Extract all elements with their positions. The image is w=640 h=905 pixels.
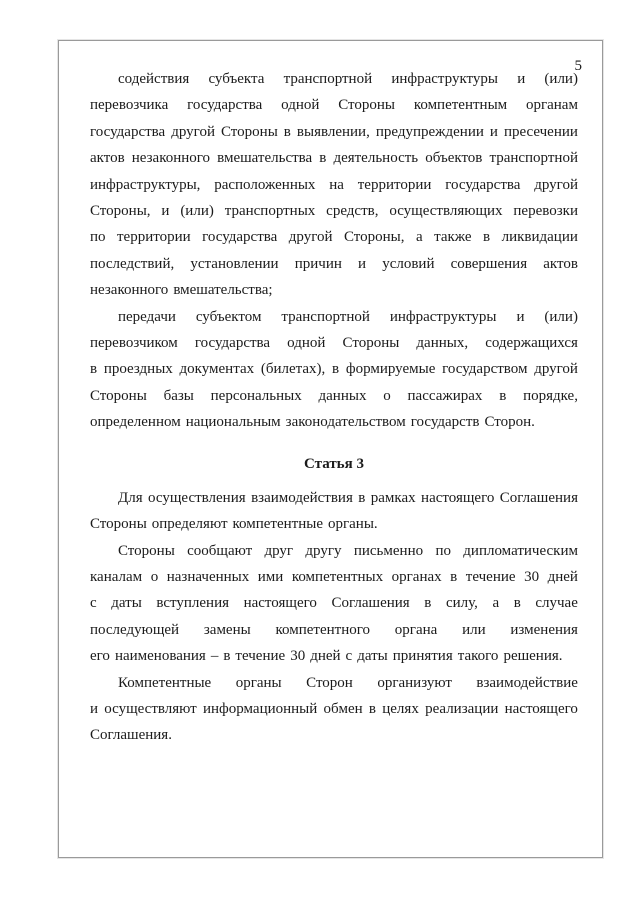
word: или	[462, 621, 486, 638]
word: Стороны	[342, 334, 400, 351]
word: информационный	[202, 700, 318, 717]
word: органа	[394, 621, 438, 638]
word: Стороны	[90, 387, 147, 404]
word: сообщают	[187, 542, 253, 559]
word: органы	[235, 674, 282, 691]
word: в	[319, 150, 327, 167]
word: и	[90, 700, 99, 717]
text-line	[90, 696, 578, 722]
text-line	[90, 670, 578, 696]
word: в	[513, 595, 521, 612]
word: в	[483, 229, 491, 246]
word: инфраструктуры,	[90, 176, 201, 193]
word: в	[499, 387, 507, 404]
word: другой	[534, 176, 578, 193]
text-line	[90, 119, 578, 145]
word: актов	[543, 255, 578, 272]
word: государства	[194, 334, 271, 351]
word: Сторон	[306, 674, 353, 691]
word: ими	[257, 569, 284, 586]
word: государства	[90, 123, 166, 140]
word: решения.	[503, 648, 563, 665]
word: на	[329, 176, 344, 193]
word: транспортной	[489, 150, 578, 167]
word: и	[161, 202, 170, 219]
word: по	[90, 229, 106, 246]
word: транспортных	[224, 202, 316, 219]
word: обмен	[323, 700, 363, 717]
word: дней	[547, 569, 578, 586]
word: Стороны	[338, 97, 395, 114]
document-body	[90, 66, 578, 749]
word: последствий,	[90, 255, 175, 272]
text-line	[90, 538, 578, 564]
word: случае	[535, 595, 578, 612]
word: Соглашения	[499, 489, 578, 506]
text-line	[90, 172, 578, 198]
word: незаконного	[131, 150, 211, 167]
text-line	[90, 356, 578, 382]
word: в	[450, 569, 458, 586]
text-line	[90, 511, 578, 537]
word: Соглашения.	[90, 727, 172, 744]
word: другой	[534, 361, 578, 378]
word: компетентного	[275, 621, 371, 638]
word: территории	[357, 176, 432, 193]
word: ликвидации	[501, 229, 578, 246]
word: причин	[294, 255, 342, 272]
word: его	[90, 648, 110, 665]
text-line	[90, 277, 578, 303]
word: такого	[457, 648, 499, 665]
word: данных,	[416, 334, 469, 351]
word: а	[492, 595, 500, 612]
word: условий	[382, 255, 435, 272]
text-line	[90, 643, 578, 669]
word: государства	[202, 229, 278, 246]
word: актов	[90, 150, 125, 167]
text-line	[90, 564, 578, 590]
word: персональных	[210, 387, 302, 404]
word: объектов	[425, 150, 483, 167]
word: изменения	[510, 621, 578, 638]
word: перевозчиком	[90, 334, 178, 351]
page-number: 5	[574, 58, 582, 74]
text-line	[90, 383, 578, 409]
word: –	[210, 648, 219, 665]
text-line	[90, 485, 578, 511]
word: перевозчика	[90, 97, 169, 114]
word: совершения	[450, 255, 528, 272]
word: другой	[171, 123, 215, 140]
word: в	[283, 123, 291, 140]
word: инфраструктуры	[389, 308, 497, 325]
word: органы.	[328, 516, 378, 533]
word: установлении	[190, 255, 279, 272]
word: компетентных	[291, 569, 384, 586]
word: транспортной	[281, 308, 370, 325]
word: Стороны	[221, 123, 278, 140]
word: Для	[118, 489, 143, 506]
text-line	[90, 304, 578, 330]
word: инфраструктуры	[391, 71, 498, 87]
word: даты	[111, 595, 142, 612]
text-line	[90, 617, 578, 643]
word: а	[415, 229, 423, 246]
text-line	[90, 198, 578, 224]
word: содержащихся	[485, 334, 578, 351]
word: формируемые	[345, 361, 436, 378]
word: 30	[524, 569, 540, 586]
word: деятельность	[333, 150, 419, 167]
word: и	[516, 308, 525, 325]
word: передачи	[118, 308, 176, 325]
word: компетентные	[232, 516, 323, 533]
word: Стороны	[90, 516, 147, 533]
text-block-article-continuation	[90, 66, 578, 435]
word: осуществляют	[104, 700, 197, 717]
word: транспортной	[283, 71, 373, 87]
word: одной	[281, 97, 320, 114]
word: субъектом	[195, 308, 262, 325]
word: проездных	[103, 361, 173, 378]
word: предупреждении	[375, 123, 484, 140]
word: взаимодействия	[251, 489, 353, 506]
word: компетентным	[413, 97, 508, 114]
word: национальным	[185, 414, 281, 431]
word: каналам	[90, 569, 143, 586]
article-heading: Статья 3	[304, 456, 364, 473]
word: и	[517, 71, 526, 87]
word: 30	[290, 648, 306, 665]
word: вступления	[156, 595, 230, 612]
word: в	[223, 648, 231, 665]
word: в	[424, 595, 432, 612]
word: базы	[163, 387, 194, 404]
word: с	[90, 595, 97, 612]
word: также	[434, 229, 472, 246]
word: о	[150, 569, 159, 586]
word: пресечении	[503, 123, 578, 140]
word: замены	[203, 621, 251, 638]
text-line	[90, 722, 578, 748]
text-line	[90, 145, 578, 171]
word: содействия	[118, 71, 190, 87]
text-line	[90, 330, 578, 356]
word: и	[489, 123, 498, 140]
word: в	[332, 361, 340, 378]
text-line	[90, 251, 578, 277]
word: с	[345, 648, 353, 665]
word: течение	[235, 648, 286, 665]
word: субъекта	[208, 71, 265, 87]
word: вмешательства;	[173, 282, 273, 299]
word: органам	[525, 97, 578, 114]
word: государства	[187, 97, 263, 114]
text-line	[90, 224, 578, 250]
word: другу	[305, 542, 342, 559]
word: (или)	[544, 71, 578, 87]
word: Стороны,	[343, 229, 405, 246]
word: последующей	[90, 621, 180, 638]
word: настоящего	[243, 595, 317, 612]
text-block-article-3	[90, 485, 578, 749]
word: выявлении,	[296, 123, 370, 140]
word: дней	[310, 648, 341, 665]
word: Соглашения	[331, 595, 410, 612]
word: порядке,	[523, 387, 578, 404]
word: законодательством	[285, 414, 406, 431]
word: взаимодействие	[476, 674, 578, 691]
word: даты	[357, 648, 388, 665]
text-line	[90, 66, 578, 92]
word: в	[368, 700, 377, 717]
word: (или)	[180, 202, 214, 219]
word: перевозки	[513, 202, 578, 219]
word: в	[90, 361, 98, 378]
word: реализации	[425, 700, 499, 717]
word: одной	[287, 334, 326, 351]
word: определенном	[90, 414, 181, 431]
word: Стороны	[118, 542, 175, 559]
word: Стороны,	[90, 202, 151, 219]
word: государством	[442, 361, 528, 378]
word: (или)	[544, 308, 578, 325]
word: Компетентные	[118, 674, 212, 691]
word: пассажирах	[407, 387, 483, 404]
word: организуют	[377, 674, 452, 691]
word: территории	[116, 229, 191, 246]
word: дипломатическим	[463, 542, 578, 559]
word: течение	[465, 569, 516, 586]
word: определяют	[151, 516, 228, 533]
word: силу,	[445, 595, 478, 612]
text-line	[90, 590, 578, 616]
word: письменно	[353, 542, 424, 559]
word: целях	[382, 700, 419, 717]
word: (билетах),	[260, 361, 326, 378]
word: осуществления	[148, 489, 246, 506]
word: рамках	[370, 489, 416, 506]
word: органах	[391, 569, 442, 586]
word: государств	[410, 414, 480, 431]
word: настоящего	[504, 700, 578, 717]
word: в	[358, 489, 366, 506]
word: средств,	[326, 202, 379, 219]
word: другой	[288, 229, 333, 246]
word: вмешательства	[217, 150, 313, 167]
word: документах	[179, 361, 255, 378]
word: принятия	[392, 648, 453, 665]
word: Сторон.	[484, 414, 535, 431]
word: данных	[318, 387, 367, 404]
word: назначенных	[166, 569, 250, 586]
word: осуществляющих	[389, 202, 503, 219]
word: расположенных	[214, 176, 316, 193]
word: государства	[445, 176, 521, 193]
word: по	[435, 542, 451, 559]
word: наименования	[114, 648, 206, 665]
text-line	[90, 409, 578, 435]
text-line	[90, 92, 578, 118]
word: незаконного	[90, 282, 169, 299]
word: о	[383, 387, 391, 404]
word: настоящего	[421, 489, 495, 506]
word: и	[358, 255, 367, 272]
word: друг	[264, 542, 294, 559]
